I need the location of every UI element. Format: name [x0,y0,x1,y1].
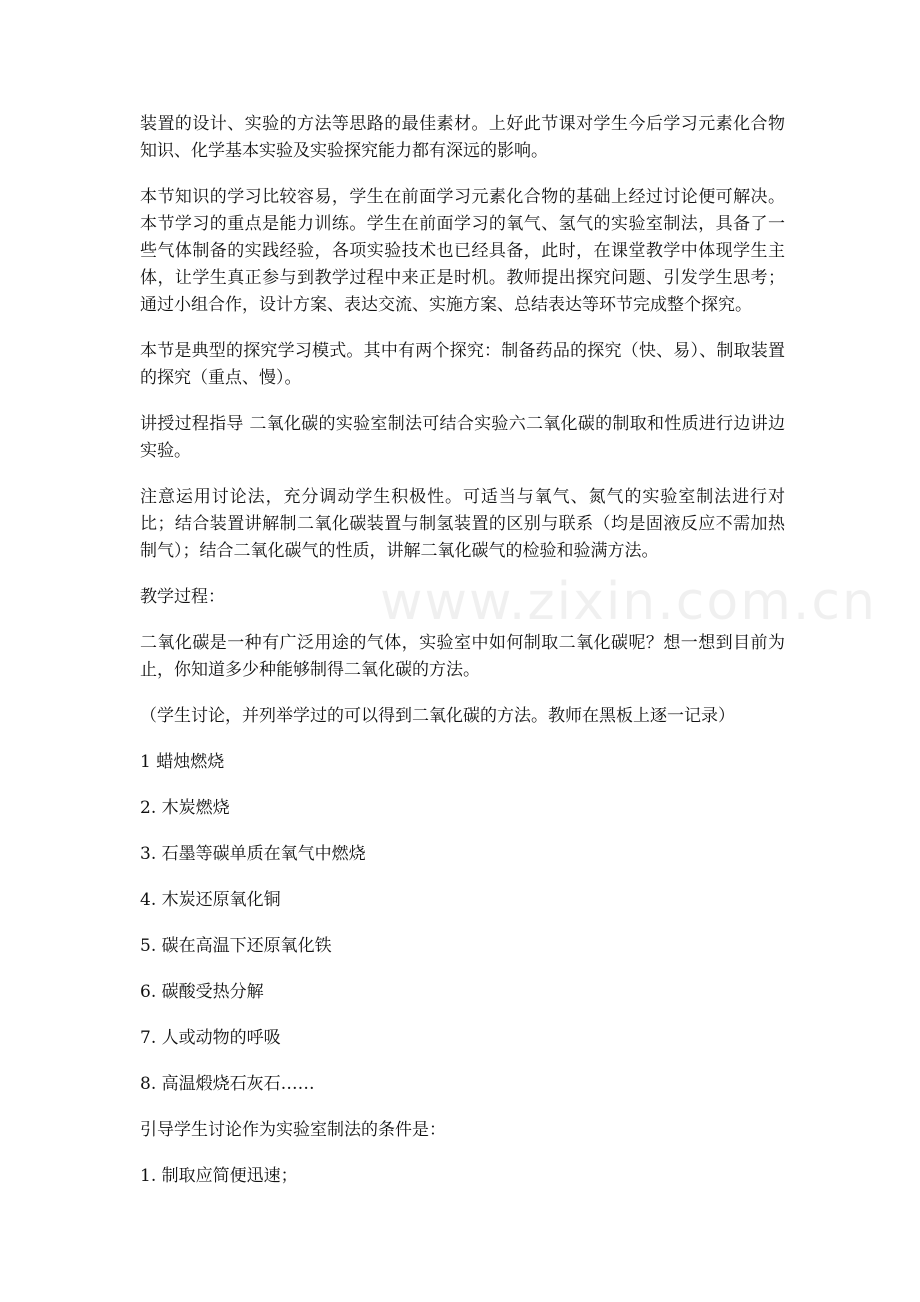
paragraph-mode: 本节是典型的探究学习模式。其中有两个探究：制备药品的探究（快、易）、制取装置的探究（重点、慢）。 [140,341,785,388]
paragraph-guidance: 讲授过程指导 二氧化碳的实验室制法可结合实验六二氧化碳的制取和性质进行边讲边实验。 [140,414,785,461]
list-item: 1. 制取应简便迅速； [140,1166,298,1186]
list-item: 3. 石墨等碳单质在氧气中燃烧 [140,844,366,864]
list-item: 7. 人或动物的呼吸 [140,1028,281,1048]
list-item: 2. 木炭燃烧 [140,798,230,818]
paragraph-intro: 装置的设计、实验的方法等思路的最佳素材。上好此节课对学生今后学习元素化合物知识、化学基本实验及实验探究能力都有深远的影响。 [140,114,785,161]
section-heading-process: 教学过程： [140,587,225,607]
paragraph-conditions: 引导学生讨论作为实验室制法的条件是： [140,1120,446,1140]
paragraph-question: 二氧化碳是一种有广泛用途的气体，实验室中如何制取二氧化碳呢？想一想到目前为止，你知道多少种能够制得二氧化碳的方法。 [140,633,785,680]
watermark: www.zixin.com.cn [380,572,877,632]
list-item: 4. 木炭还原氧化铜 [140,890,281,910]
document-body [140,111,785,1209]
list-item: 5. 碳在高温下还原氧化铁 [140,936,332,956]
list-item: 1 蜡烛燃烧 [140,752,225,772]
paragraph-knowledge: 本节知识的学习比较容易，学生在前面学习元素化合物的基础上经过讨论便可解决。本节学习的重点是能力训练。学生在前面学习的氧气、氢气的实验室制法，具备了一些气体制备的实践经验，各项实验技术也已经具备，此时，在课堂教学中体现学生主体，让学生真正参与到教学过程中来正是时机。教师提出探究问题、引发学生思考；通过小组合作，设计方案、表达交流、实施方案、总结表达等环节完成整个探究。 [140,187,785,315]
list-item: 8. 高温煅烧石灰石…… [140,1074,315,1094]
paragraph-discussion: （学生讨论，并列举学过的可以得到二氧化碳的方法。教师在黑板上逐一记录） [140,706,735,726]
paragraph-method: 注意运用讨论法，充分调动学生积极性。可适当与氧气、氮气的实验室制法进行对比；结合装置讲解制二氧化碳装置与制氢装置的区别与联系（均是固液反应不需加热制气）；结合二氧化碳气的性质，讲解二氧化碳气的检验和验满方法。 [140,487,785,561]
list-item: 6. 碳酸受热分解 [140,982,264,1002]
